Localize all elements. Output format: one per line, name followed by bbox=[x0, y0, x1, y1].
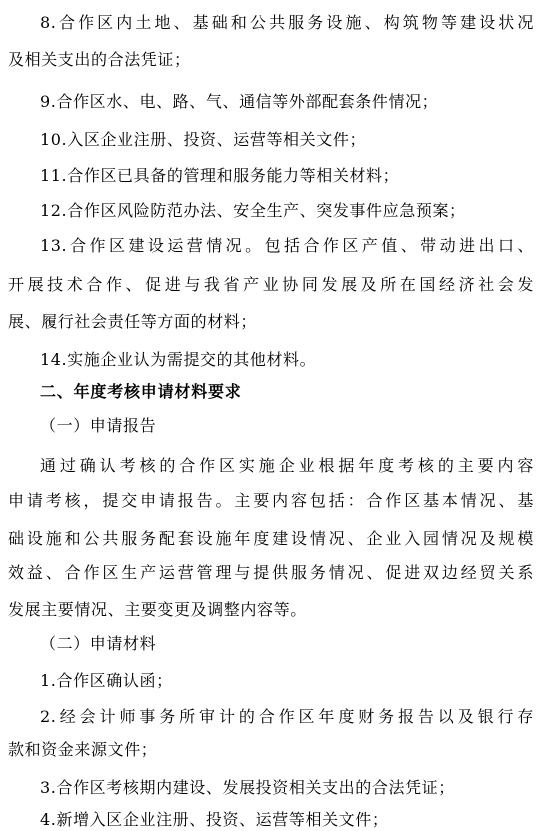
text-line-item-12: 12.合作区风险防范办法、安全生产、突发事件应急预案； bbox=[40, 201, 466, 220]
text-line-item-13-c: 展、履行社会责任等方面的材料； bbox=[8, 312, 258, 331]
subsection-heading-materials: （二）申请材料 bbox=[40, 634, 157, 653]
text-line-material-2-b: 款和资金来源文件； bbox=[8, 740, 158, 759]
text-line-report-c: 础设施和公共服务配套设施年度建设情况、企业入园情况及规模 bbox=[8, 529, 534, 548]
text-line-item-8-a: 8.合作区内土地、基础和公共服务设施、构筑物等建设状况 bbox=[40, 13, 534, 32]
text-line-item-9: 9.合作区水、电、路、气、通信等外部配套条件情况； bbox=[40, 92, 439, 111]
text-line-report-e: 发展主要情况、主要变更及调整内容等。 bbox=[8, 600, 307, 619]
text-line-report-b: 申请考核，提交申请报告。主要内容包括：合作区基本情况、基 bbox=[8, 491, 534, 510]
text-line-item-10: 10.入区企业注册、投资、运营等相关文件； bbox=[40, 130, 367, 149]
text-line-item-13-a: 13.合作区建设运营情况。包括合作区产值、带动进出口、 bbox=[40, 236, 534, 255]
text-line-report-a: 通过确认考核的合作区实施企业根据年度考核的主要内容 bbox=[40, 456, 534, 475]
text-line-item-8-b: 及相关支出的合法凭证； bbox=[8, 50, 191, 69]
text-line-material-4: 4.新增入区企业注册、投资、运营等相关文件； bbox=[40, 810, 389, 829]
subsection-heading-report: （一）申请报告 bbox=[40, 416, 157, 435]
text-line-material-1: 1.合作区确认函； bbox=[40, 671, 173, 690]
text-line-report-d: 效益、合作区生产运营管理与提供服务情况、促进双边经贸关系 bbox=[8, 563, 534, 582]
text-line-item-14: 14.实施企业认为需提交的其他材料。 bbox=[40, 350, 317, 369]
text-line-item-13-b: 开展技术合作、促进与我省产业协同发展及所在国经济社会发 bbox=[8, 275, 534, 294]
text-line-material-2-a: 2.经会计师事务所审计的合作区年度财务报告以及银行存 bbox=[40, 707, 534, 726]
text-line-item-11: 11.合作区已具备的管理和服务能力等相关材料； bbox=[40, 166, 400, 185]
section-heading-2: 二、年度考核申请材料要求 bbox=[40, 382, 242, 401]
text-line-material-3: 3.合作区考核期内建设、发展投资相关支出的合法凭证； bbox=[40, 778, 455, 797]
